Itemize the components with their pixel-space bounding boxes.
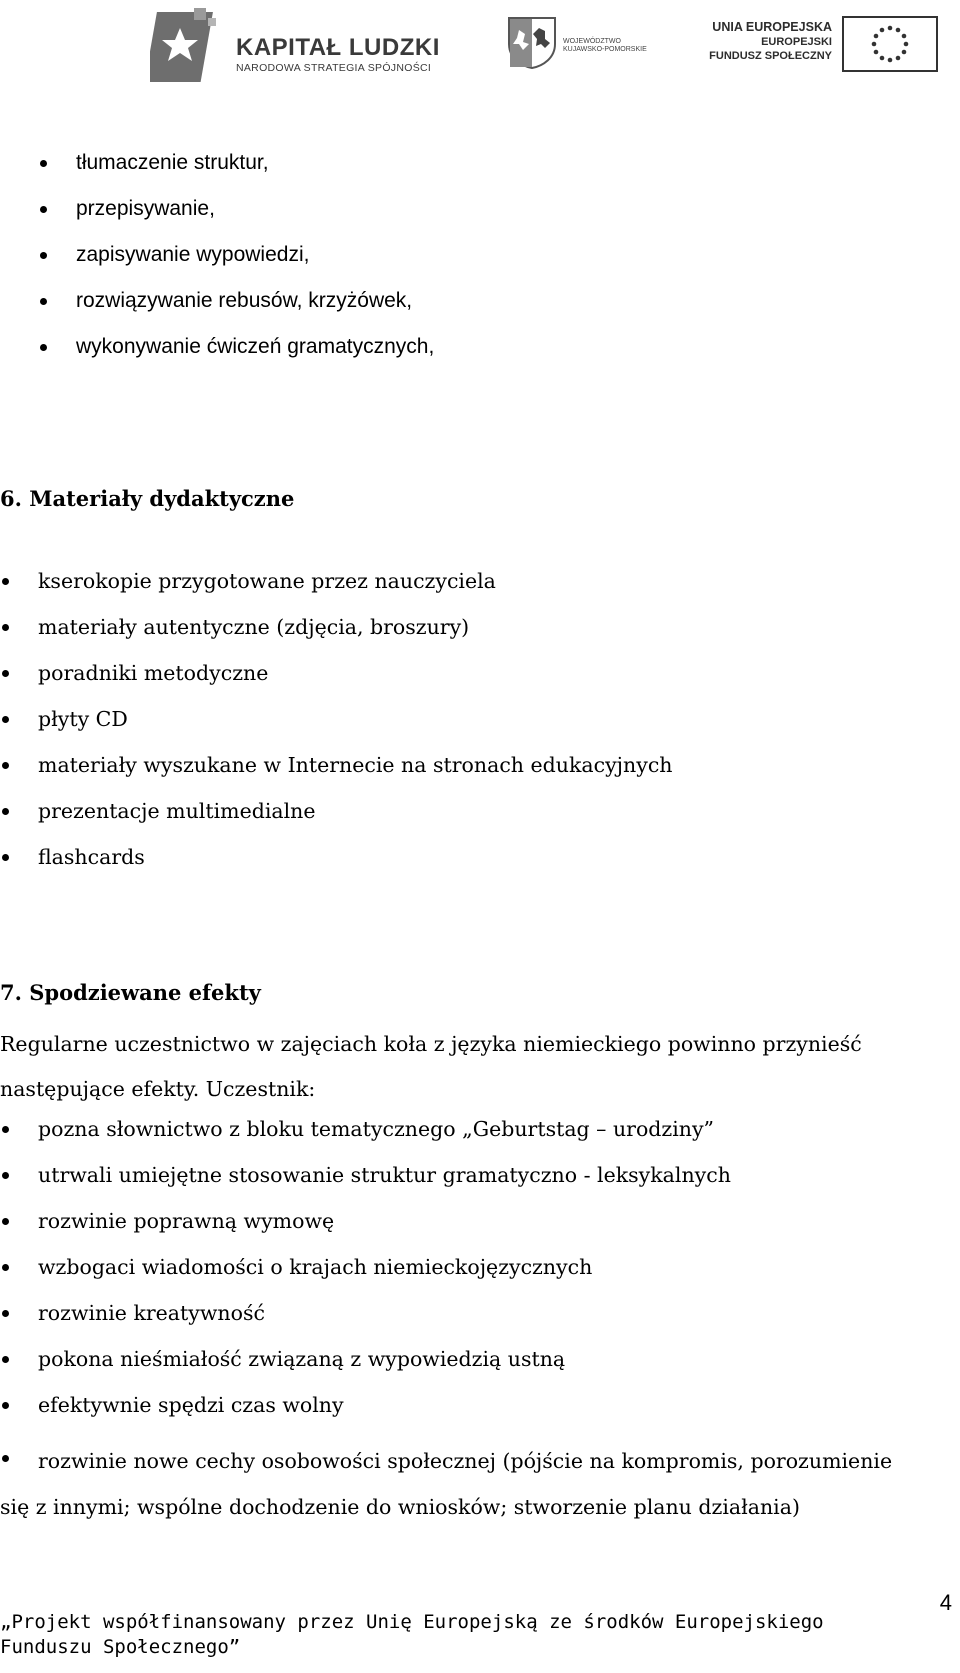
region-shield-icon [505, 14, 559, 70]
bullet-icon [2, 1455, 9, 1462]
section-7-intro [0, 1022, 950, 1112]
list-item: przepisywanie, [40, 196, 434, 242]
activities-list [40, 150, 434, 380]
bullet-icon [2, 1126, 9, 1133]
bullet-icon [2, 716, 9, 723]
list-item: rozwinie kreatywność [0, 1300, 892, 1346]
list-item: poradniki metodyczne [0, 660, 673, 706]
region-line1: WOJEWÓDZTWO [563, 38, 621, 45]
teaching-materials-list [0, 568, 673, 890]
bullet-icon [2, 1264, 9, 1271]
bullet-icon [40, 344, 47, 351]
list-item-line-1: rozwinie nowe cechy osobowości społecznej (pójście na kompromis, porozumienie [38, 1449, 893, 1473]
kapital-ludzki-star-icon [150, 6, 232, 86]
list-item: wzbogaci wiadomości o krajach niemieckojęzycznych [0, 1254, 892, 1300]
bullet-icon [2, 670, 9, 677]
eu-line3: FUNDUSZ SPOŁECZNY [709, 50, 832, 62]
list-item: tłumaczenie struktur, [40, 150, 434, 196]
list-item: rozwiązywanie rebusów, krzyżówek, [40, 288, 434, 334]
section-7-heading: 7. Spodziewane efekty [0, 980, 261, 1005]
list-item: wykonywanie ćwiczeń gramatycznych, [40, 334, 434, 380]
list-item-line-2: się z innymi; wspólne dochodzenie do wniosków; stworzenie planu działania) [0, 1495, 800, 1519]
list-item: zapisywanie wypowiedzi, [40, 242, 434, 288]
kapital-ludzki-title: KAPITAŁ LUDZKI [236, 34, 440, 61]
region-logo [505, 14, 675, 74]
eu-logo [700, 14, 942, 76]
section-6-heading: 6. Materiały dydaktyczne [0, 486, 295, 511]
list-item: materiały autentyczne (zdjęcia, broszury) [0, 614, 673, 660]
list-item: prezentacje multimedialne [0, 798, 673, 844]
page-number: 4 [939, 1590, 952, 1615]
bullet-icon [2, 854, 9, 861]
footer-line-2: Funduszu Społecznego” [0, 1636, 241, 1658]
eu-flag-icon [842, 16, 938, 72]
list-item: kserokopie przygotowane przez nauczyciela [0, 568, 673, 614]
list-item: pokona nieśmiałość związaną z wypowiedzią ustną [0, 1346, 892, 1392]
list-item: efektywnie spędzi czas wolny [0, 1392, 892, 1438]
list-item: rozwinie poprawną wymowę [0, 1208, 892, 1254]
bullet-icon [2, 1172, 9, 1179]
region-name [563, 38, 647, 54]
list-item: flashcards [0, 844, 673, 890]
expected-outcomes-list [0, 1116, 892, 1530]
list-item [0, 1438, 892, 1530]
page-footer [0, 1610, 960, 1660]
bullet-icon [40, 160, 47, 167]
bullet-icon [2, 808, 9, 815]
bullet-icon [40, 298, 47, 305]
footer-line-1: „Projekt współfinansowany przez Unię Europejską ze środków Europejskiego [0, 1611, 824, 1633]
bullet-icon [2, 1218, 9, 1225]
bullet-icon [40, 252, 47, 259]
region-line2: KUJAWSKO-POMORSKIE [563, 46, 647, 53]
intro-line-2: następujące efekty. Uczestnik: [0, 1077, 316, 1101]
page-header [0, 0, 960, 90]
bullet-icon [2, 1356, 9, 1363]
list-item: płyty CD [0, 706, 673, 752]
kapital-ludzki-subtitle: NARODOWA STRATEGIA SPÓJNOŚCI [236, 62, 432, 74]
list-item: pozna słownictwo z bloku tematycznego „Geburtstag – urodziny” [0, 1116, 892, 1162]
list-item: materiały wyszukane w Internecie na stronach edukacyjnych [0, 752, 673, 798]
kapital-ludzki-logo [150, 6, 450, 86]
bullet-icon [40, 206, 47, 213]
bullet-icon [2, 624, 9, 631]
bullet-icon [2, 1402, 9, 1409]
intro-line-1: Regularne uczestnictwo w zajęciach koła z języka niemieckiego powinno przynieść [0, 1032, 862, 1056]
bullet-icon [2, 578, 9, 585]
eu-logo-text [700, 20, 832, 63]
bullet-icon [2, 1310, 9, 1317]
bullet-icon [2, 762, 9, 769]
eu-line2: EUROPEJSKI [761, 36, 832, 48]
list-item: utrwali umiejętne stosowanie struktur gramatyczno - leksykalnych [0, 1162, 892, 1208]
eu-line1: UNIA EUROPEJSKA [712, 20, 832, 34]
